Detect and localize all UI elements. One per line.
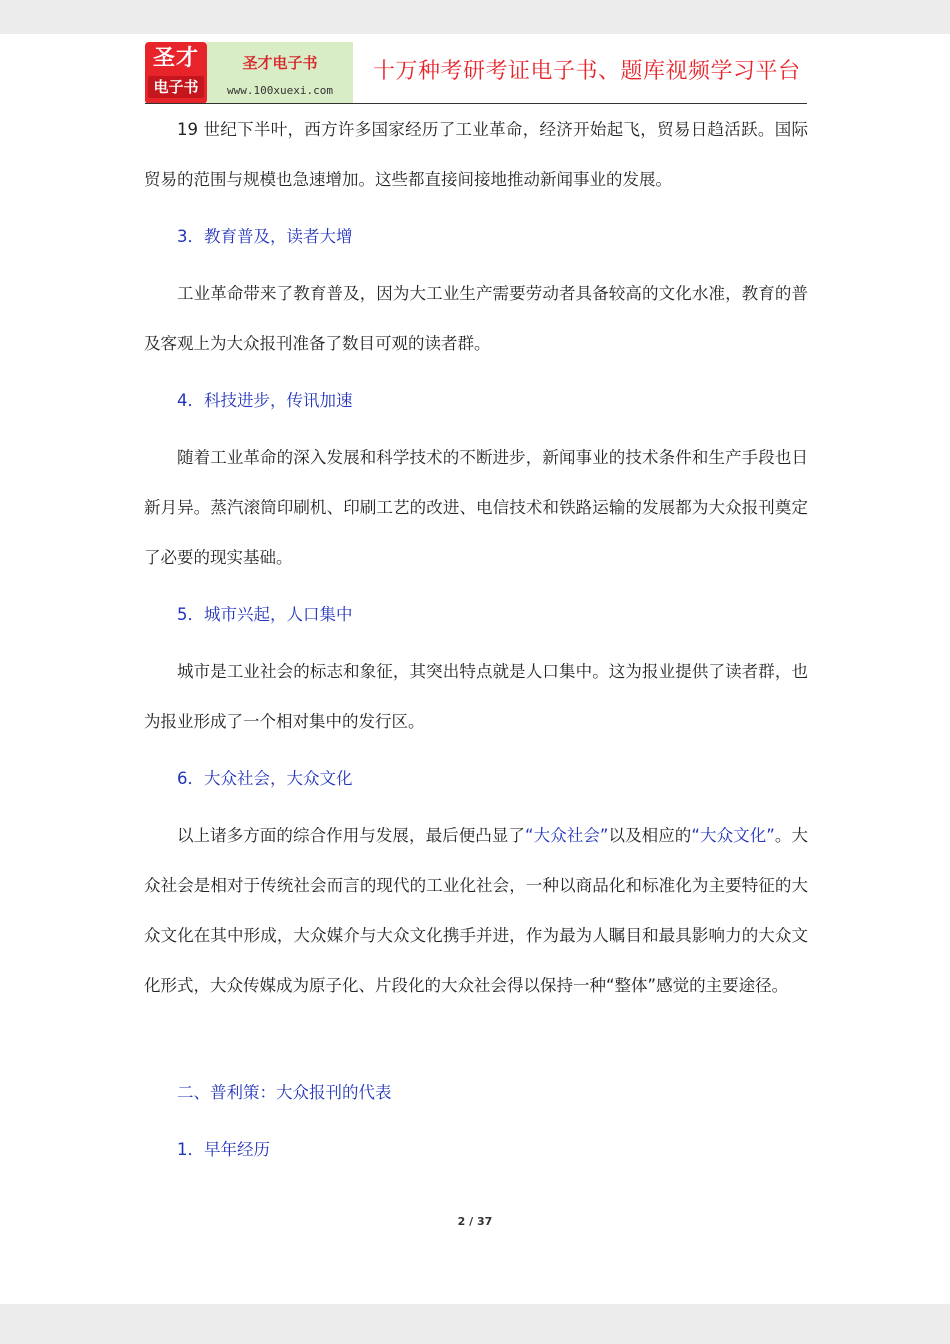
heading-early-years: 1．早年经历 — [177, 1140, 270, 1159]
paragraph-mass-society — [144, 811, 808, 1011]
page-header — [145, 42, 807, 104]
paragraph-trade: 19 世纪下半叶，西方许多国家经历了工业革命，经济开始起飞，贸易日趋活跃。国际贸易的范围与规模也急速增加。这些都直接间接地推动新闻事业的发展。 — [144, 120, 808, 189]
logo-bottom-text: 电子书 — [148, 76, 204, 98]
heading-education: 3．教育普及，读者大增 — [177, 227, 353, 246]
paragraph-education: 工业革命带来了教育普及，因为大工业生产需要劳动者具备较高的文化水准，教育的普及客观上为大众报刊准备了数目可观的读者群。 — [144, 284, 808, 353]
logo-top-text: 圣才 — [152, 46, 199, 71]
section-heading-pulitzer: 二、普利策：大众报刊的代表 — [177, 1083, 392, 1102]
paragraph-urban: 城市是工业社会的标志和象征，其突出特点就是人口集中。这为报业提供了读者群，也为报业形成了一个相对集中的发行区。 — [144, 662, 808, 731]
mass-society-text-c: 。大众社会是相对于传统社会而言的现代的工业化社会，一种以商品化和标准化为主要特征的大众文化在其中形成，大众媒介与大众文化携手并进，作为最为人瞩目和最具影响力的大众文化形式，大众传媒成为原子化、片段化的大众社会得以保持一种“整体”感觉的主要途径。 — [144, 826, 808, 995]
paragraph-technology: 随着工业革命的深入发展和科学技术的不断进步，新闻事业的技术条件和生产手段也日新月异。蒸汽滚筒印刷机、印刷工艺的改进、电信技术和铁路运输的发展都为大众报刊奠定了必要的现实基础。 — [144, 448, 808, 567]
heading-urban: 5．城市兴起，人口集中 — [177, 605, 353, 624]
mass-society-text-a: 以上诸多方面的综合作用与发展，最后便凸显了 — [177, 826, 525, 845]
term-mass-society: “大众社会” — [525, 826, 609, 845]
brand-name: 圣才电子书 — [242, 54, 318, 72]
shengcai-logo — [145, 42, 207, 104]
term-mass-culture: “大众文化” — [691, 826, 775, 845]
heading-technology: 4．科技进步，传讯加速 — [177, 391, 353, 410]
brand-box — [207, 42, 353, 104]
document-body — [144, 105, 808, 1175]
heading-mass-society: 6．大众社会，大众文化 — [177, 769, 353, 788]
mass-society-text-b: 以及相应的 — [608, 826, 692, 845]
header-divider — [145, 103, 807, 104]
page-number: 2 / 37 — [457, 1215, 493, 1228]
header-slogan: 十万种考研考证电子书、题库视频学习平台 — [373, 59, 801, 84]
brand-url: www.100xuexi.com — [227, 84, 333, 97]
